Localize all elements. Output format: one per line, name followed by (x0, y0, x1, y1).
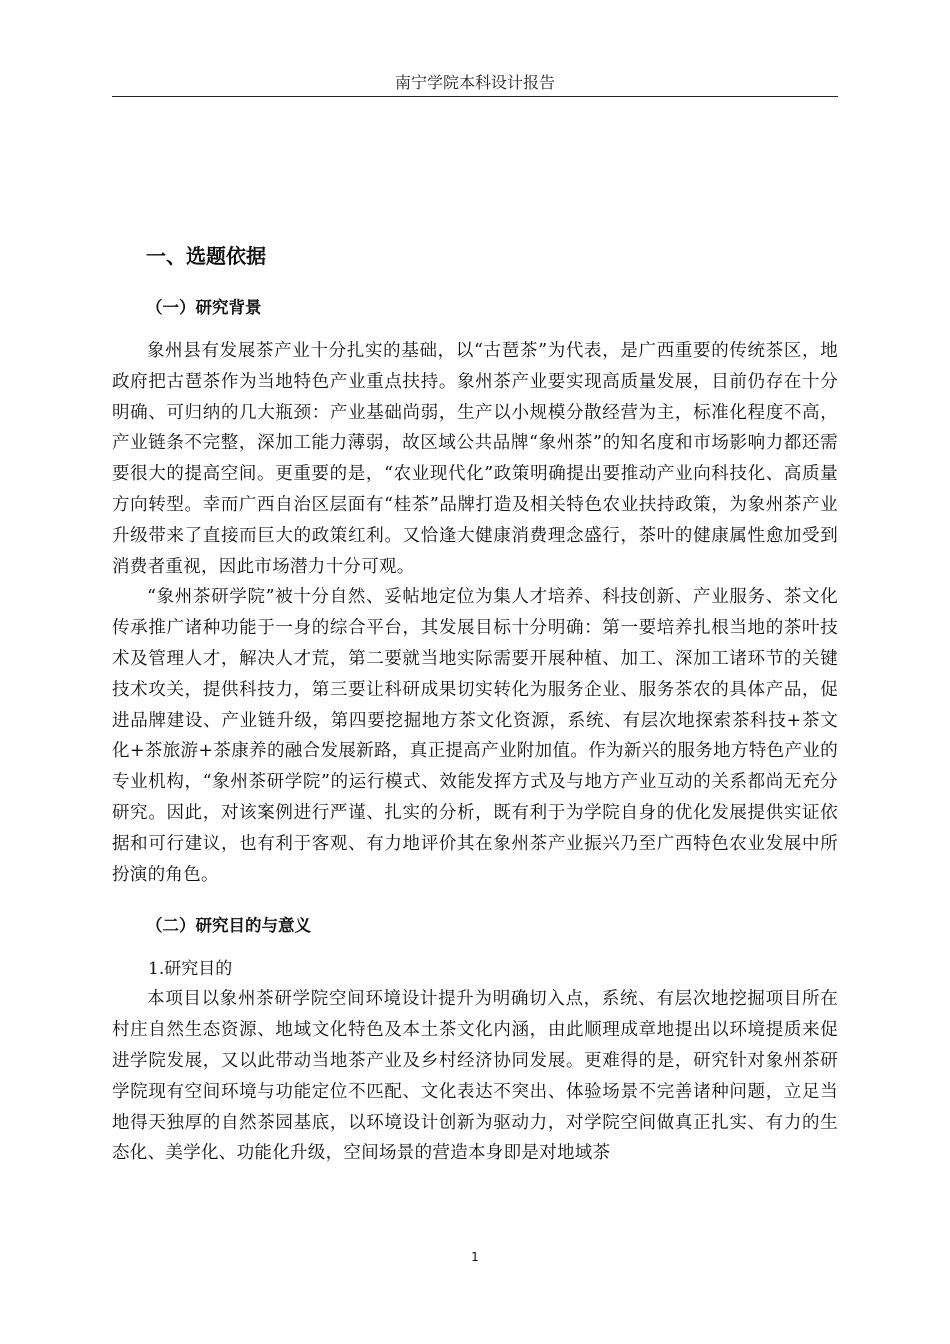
subsection-heading-background: （一）研究背景 (146, 298, 262, 317)
page-body (112, 240, 838, 1169)
page-number: 1 (471, 1250, 479, 1264)
purpose-paragraph: 本项目以象州茶研学院空间环境设计提升为明确切入点，系统、有层次地挖掘项目所在村庄自然生态资源、地域文化特色及本土茶文化内涵，由此顺理成章地提出以环境提质来促进学院发展，又以此带动当地茶产业及乡村经济协同发展。更难得的是，研究针对象州茶研学院现有空间环境与功能定位不匹配、文化表达不突出、体验场景不完善诸种问题，立足当地得天独厚的自然茶园基底，以环境设计创新为驱动力，对学院空间做真正扎实、有力的生态化、美学化、功能化升级，空间场景的营造本身即是对地域茶 (112, 989, 838, 1164)
background-paragraph-2: “象州茶研学院”被十分自然、妥帖地定位为集人才培养、科技创新、产业服务、茶文化传承推广诸种功能于一身的综合平台，其发展目标十分明确：第一要培养扎根当地的茶叶技术及管理人才，解决人才荒，第二要就当地实际需要开展种植、加工、深加工诸环节的关键技术攻关，提供科技力，第三要让科研成果切实转化为服务企业、服务茶农的具体产品，促进品牌建设、产业链升级，第四要挖掘地方茶文化资源，系统、有层次地探索茶科技+茶文化+茶旅游+茶康养的融合发展新路，真正提高产业附加值。作为新兴的服务地方特色产业的专业机构，“象州茶研学院”的运行模式、效能发挥方式及与地方产业互动的关系都尚无充分研究。因此，对该案例进行严谨、扎实的分析，既有利于为学院自身的优化发展提供实证依据和可行建议，也有利于客观、有力地评价其在象州茶产业振兴乃至广西特色农业发展中所扮演的角色。 (112, 587, 838, 885)
header-divider (112, 96, 838, 97)
section-heading: 一、选题依据 (146, 244, 266, 268)
page-header: 南宁学院本科设计报告 (394, 73, 555, 92)
purpose-item-title: 1.研究目的 (148, 959, 233, 980)
subsection-heading-purpose: （二）研究目的与意义 (146, 916, 311, 936)
background-paragraph-1: 象州县有发展茶产业十分扎实的基础，以“古琶茶”为代表，是广西重要的传统茶区，地政府把古琶茶作为当地特色产业重点扶持。象州茶产业要实现高质量发展，目前仍存在十分明确、可归纳的几大瓶颈：产业基础尚弱，生产以小规模分散经营为主，标准化程度不高，产业链条不完整，深加工能力薄弱，故区域公共品牌“象州茶”的知名度和市场影响力都还需要很大的提高空间。更重要的是，“农业现代化”政策明确提出要推动产业向科技化、高质量方向转型。幸而广西自治区层面有“桂茶”品牌打造及相关特色农业扶持政策，为象州茶产业升级带来了直接而巨大的政策红利。又恰逢大健康消费理念盛行，茶叶的健康属性愈加受到消费者重视，因此市场潜力十分可观。 (112, 341, 838, 577)
